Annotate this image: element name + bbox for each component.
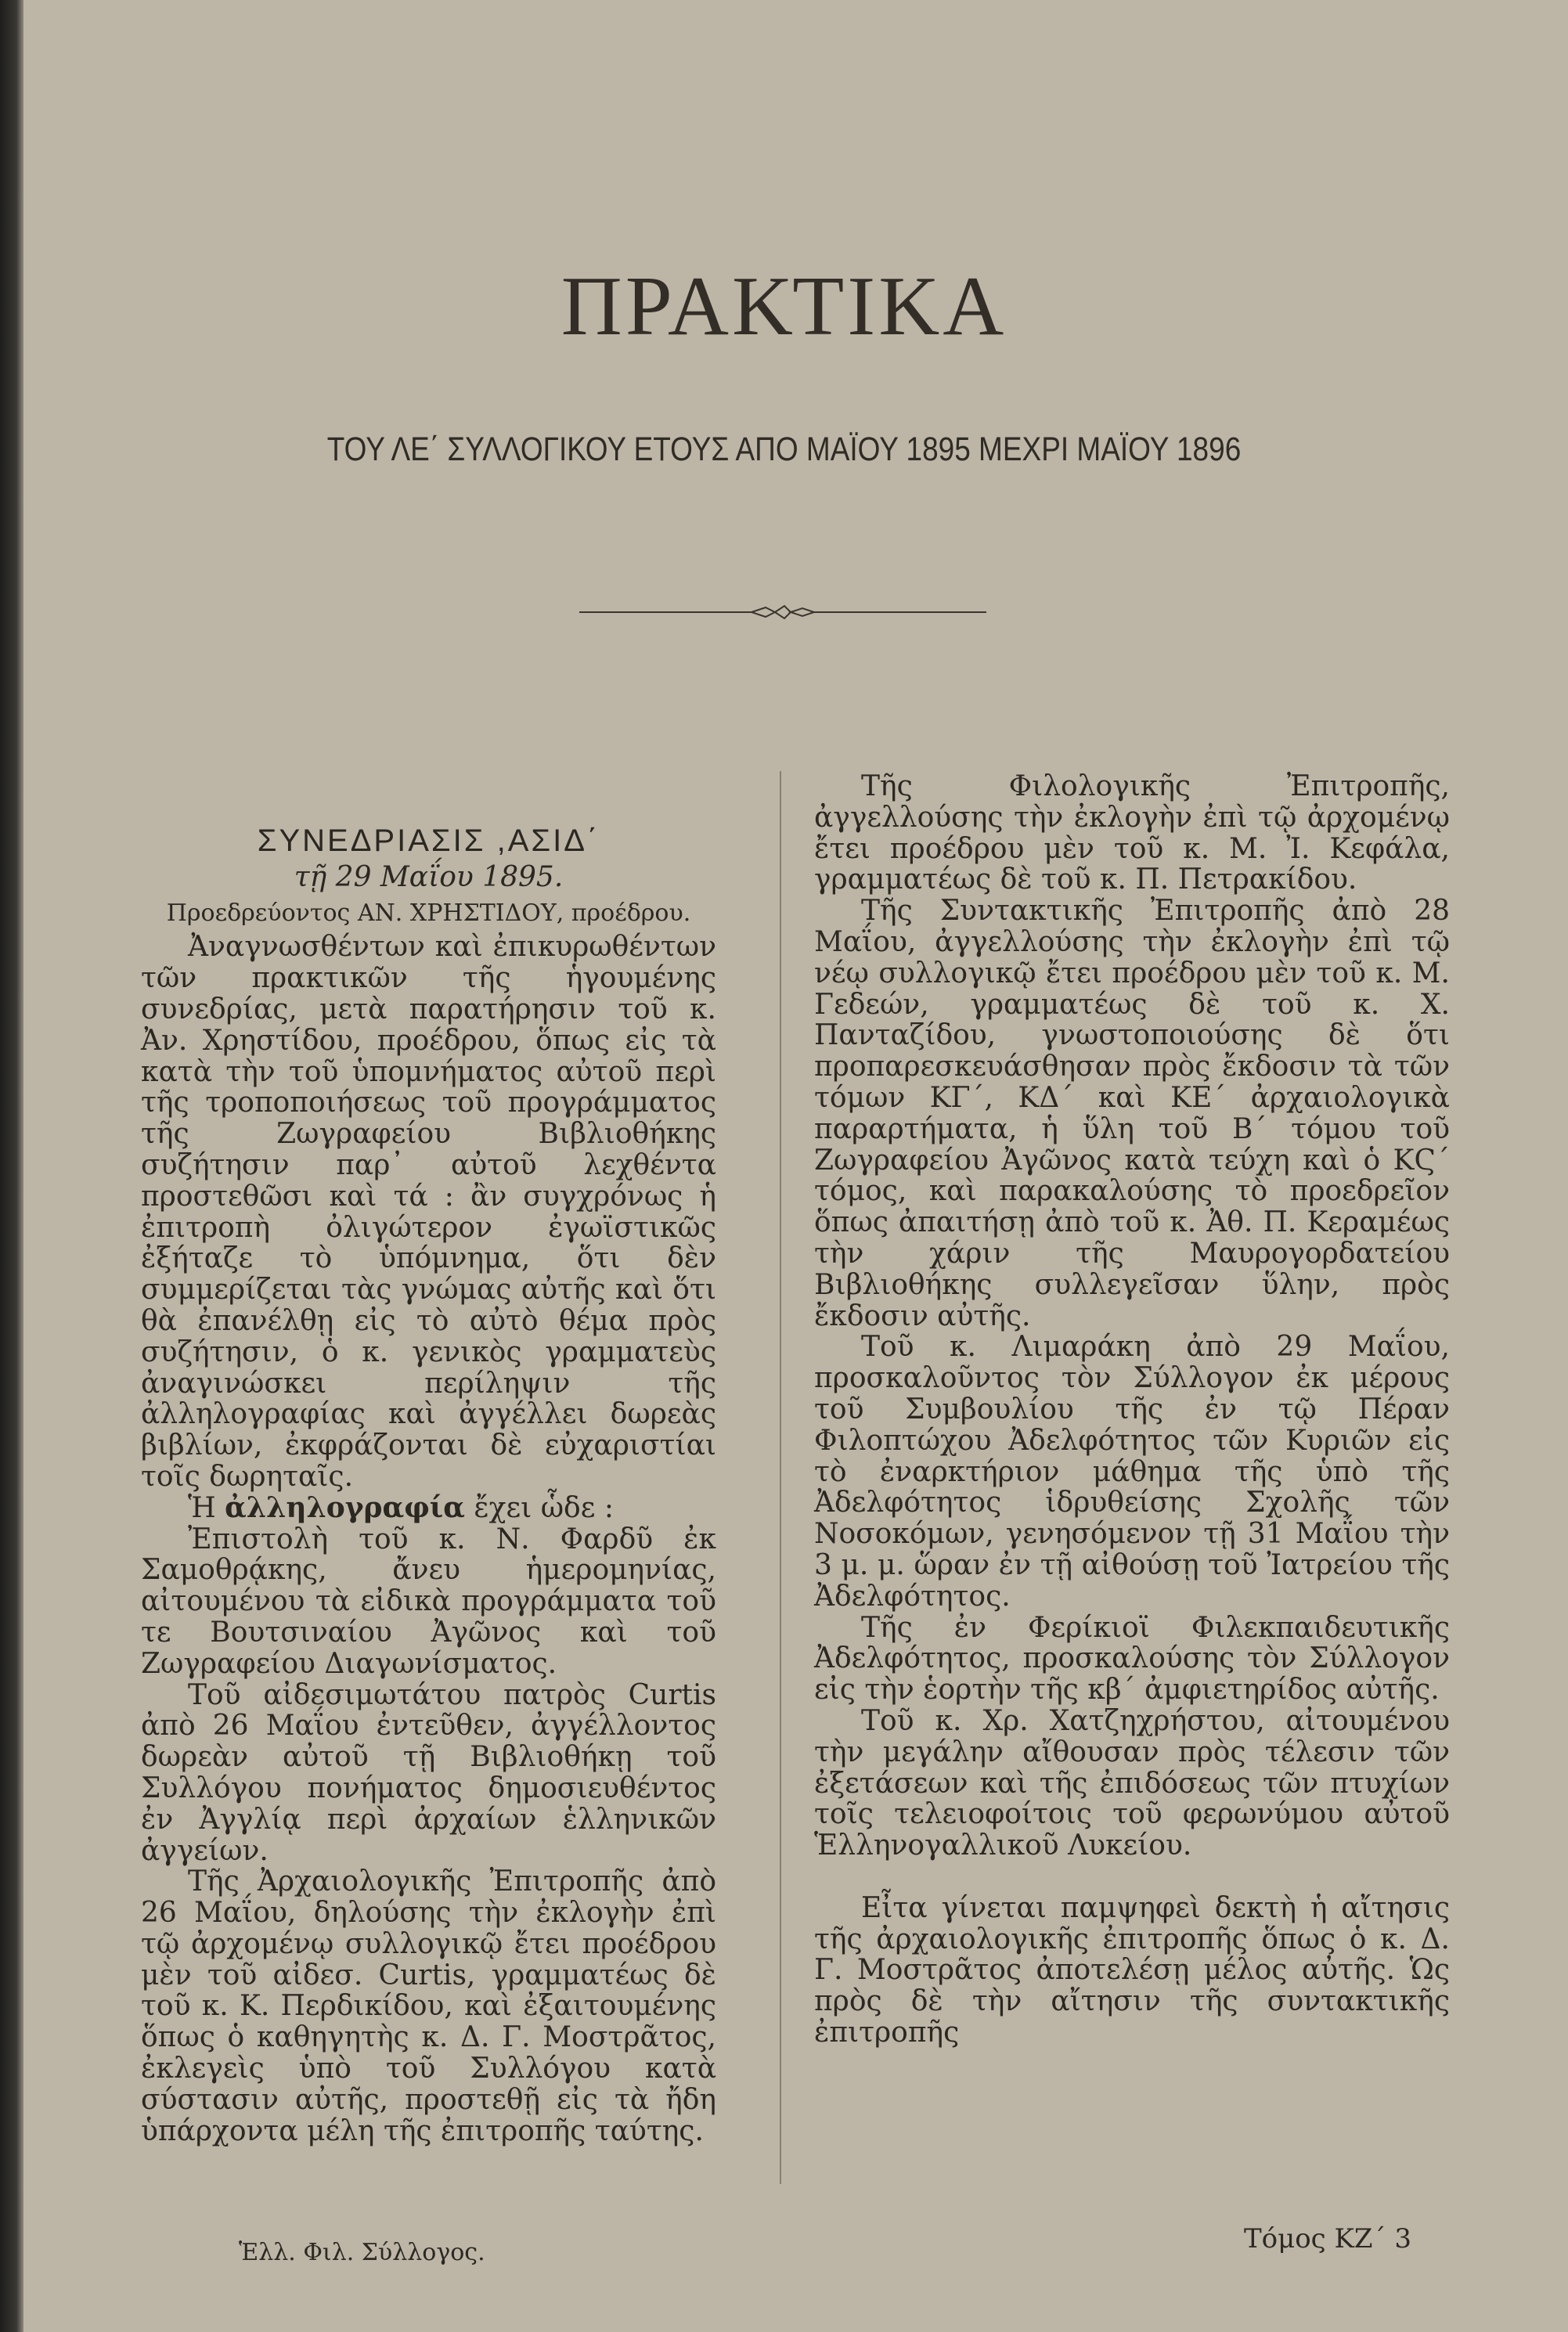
paragraph: Τῆς Φιλολογικῆς Ἐπιτροπῆς, ἀγγελλούσης τὴν ἐκλογὴν ἐπὶ τῷ ἀρχομένῳ ἔτει προέδρου μὲν τοῦ κ. Μ. Ἰ. Κεφάλα, γραμματέως δὲ τοῦ κ. Π. Πετρακίδου.: [814, 770, 1450, 896]
paragraph: Τῆς Συντακτικῆς Ἐπιτροπῆς ἀπὸ 28 Μαΐου, ἀγγελλούσης τὴν ἐκλογὴν ἐπὶ τῷ νέῳ συλλογικῷ ἔτει προέδρου μὲν τοῦ κ. Μ. Γεδεών, γραμματέως δὲ τοῦ κ. Χ. Πανταζίδου, γνωστοποιούσης δὲ ὅτι προπαρεσκευάσθησαν πρὸς ἔκδοσιν τὰ τῶν τόμων ΚΓ΄, ΚΔ΄ καὶ ΚΕ΄ ἀρχαιολογικὰ παραρτήματα, ἡ ὕλη τοῦ Β΄ τόμου τοῦ Ζωγραφείου Ἀγῶνος κατὰ τεύχη καὶ ὁ ΚϚ΄ τόμος, καὶ παρακαλούσης τὸ προεδρεῖον ὅπως ἀπαιτήσῃ ἀπὸ τοῦ κ. Ἀθ. Π. Κεραμέως τὴν χάριν τῆς Μαυρογορδατείου Βιβλιοθήκης συλλεγεῖσαν ὕλην, πρὸς ἔκδοσιν αὐτῆς.: [814, 895, 1450, 1332]
paragraph: Τοῦ κ. Χρ. Χατζηχρήστου, αἰτουμένου τὴν μεγάλην αἴθουσαν πρὸς τέλεσιν τῶν ἐξετάσεων καὶ τῆς ἐπιδόσεως τῶν πτυχίων τοῖς τελειοφοίτοις τοῦ φερωνύμου αὐτοῦ Ἑλληνογαλλικοῦ Λυκείου.: [814, 1704, 1450, 1862]
session-title: ΣΥΝΕΔΡΙΑΣΙΣ ,ΑΣΙΔ΄: [257, 824, 600, 858]
paragraph-gap: [814, 1862, 1450, 1893]
session-chair: Προεδρεύοντος ΑΝ. ΧΡΗΣΤΙΔΟΥ, προέδρου.: [166, 899, 691, 927]
ornament-divider: [579, 603, 986, 622]
correspondence-rest: ἔχει ὧδε :: [474, 1491, 614, 1524]
column-rule: [780, 771, 781, 2184]
paragraph: Τοῦ κ. Λιμαράκη ἀπὸ 29 Μαΐου, προσκαλοῦντος τὸν Σύλλογον ἐκ μέρους τοῦ Συμβουλίου τῆς ἐν τῷ Πέραν Φιλοπτώχου Ἀδελφότητος τῶν Κυριῶν εἰς τὸ ἐναρκτήριον μάθημα τῆς ὑπὸ τῆς Ἀδελφότητος ἱδρυθείσης Σχολῆς τῶν Νοσοκόμων, γενησόμενον τῇ 31 Μαΐου τὴν 3 μ. μ. ὥραν ἐν τῇ αἰθούσῃ τοῦ Ἰατρείου τῆς Ἀδελφότητος.: [814, 1331, 1450, 1613]
paragraph: Τοῦ αἰδεσιμωτάτου πατρὸς Curtis ἀπὸ 26 Μαΐου ἐντεῦθεν, ἀγγέλλοντος δωρεὰν αὐτοῦ τῇ Βιβλιοθήκῃ τοῦ Συλλόγου πονήματος δημοσιευθέντος ἐν Ἀγγλίᾳ περὶ ἀρχαίων ἑλληνικῶν ἀγγείων.: [141, 1678, 716, 1867]
page-subtitle: ΤΟΥ ΛΕ΄ ΣΥΛΛΟΓΙΚΟΥ ΕΤΟΥΣ ΑΠΟ ΜΑΪΟΥ 1895 ΜΕΧΡΙ ΜΑΪΟΥ 1896: [326, 431, 1242, 468]
paragraph: Τῆς ἐν Φερίκιοϊ Φιλεκπαιδευτικῆς Ἀδελφότητος, προσκαλούσης τὸν Σύλλογον εἰς τὴν ἑορτὴν τῆς κβ΄ ἀμφιετηρίδος αὐτῆς.: [814, 1611, 1450, 1707]
footer-signature: Ἑλλ. Φιλ. Σύλλογος.: [239, 2239, 485, 2266]
correspondence-bold: ἀλληλογραφία: [225, 1490, 465, 1524]
paragraph: Ἐπιστολὴ τοῦ κ. Ν. Φαρδῦ ἐκ Σαμοθρᾴκης, ἄνευ ἡμερομηνίας, αἰτουμένου τὰ εἰδικὰ προγράμματα τοῦ τε Βουτσιναίου Ἀγῶνος καὶ τοῦ Ζωγραφείου Διαγωνίσματος.: [141, 1523, 716, 1680]
right-column: [814, 771, 1450, 2049]
correspondence-heading: [141, 1490, 716, 1524]
session-date: τῇ 29 Μαΐου 1895.: [294, 860, 564, 893]
paragraph: Εἶτα γίνεται παμψηφεὶ δεκτὴ ἡ αἴτησις τῆς ἀρχαιολογικῆς ἐπιτροπῆς ὅπως ὁ κ. Δ. Γ. Μοστρᾶτος ἀποτελέσῃ μέλος αὐτῆς. Ὡς πρὸς δὲ τὴν αἴτησιν τῆς συντακτικῆς ἐπιτροπῆς: [814, 1891, 1450, 2049]
correspondence-lead: Ἡ: [188, 1491, 216, 1524]
paragraph: Τῆς Ἀρχαιολογικῆς Ἐπιτροπῆς ἀπὸ 26 Μαΐου, δηλούσης τὴν ἐκλογὴν ἐπὶ τῷ ἀρχομένῳ συλλογικῷ ἔτει προέδρου μὲν τοῦ αἰδεσ. Curtis, γραμματέως δὲ τοῦ κ. Κ. Περδικίδου, καὶ ἐξαιτουμένης ὅπως ὁ καθηγητὴς κ. Δ. Γ. Μοστρᾶτος, ἐκλεγεὶς ὑπὸ τοῦ Συλλόγου κατὰ σύστασιν αὐτῆς, προστεθῇ εἰς τὰ ἤδη ὑπάρχοντα μέλη τῆς ἐπιτροπῆς ταύτης.: [141, 1865, 716, 2147]
paragraph: Ἀναγνωσθέντων καὶ ἐπικυρωθέντων τῶν πρακτικῶν τῆς ἡγουμένης συνεδρίας, μετὰ παρατήρησιν τοῦ κ. Ἀν. Χρηστίδου, προέδρου, ὅπως εἰς τὰ κατὰ τὴν τοῦ ὑπομνήματος αὐτοῦ περὶ τῆς τροποποιήσεως τοῦ προγράμματος τῆς Ζωγραφείου Βιβλιοθήκης συζήτησιν παρ᾿ αὐτοῦ λεχθέντα προστεθῶσι καὶ τά : ἂν συγχρόνως ἡ ἐπιτροπὴ ὀλιγώτερον ἐγωϊστικῶς ἐξήταζε τὸ ὑπόμνημα, ὅτι δὲν συμμερίζεται τὰς γνώμας αὐτῆς καὶ ὅτι θὰ ἐπανέλθῃ εἰς τὸ αὐτὸ θέμα πρὸς συζήτησιν, ὁ κ. γενικὸς γραμματεὺς ἀναγινώσκει περίληψιν τῆς ἀλληλογραφίας καὶ ἀγγέλλει δωρεὰς βιβλίων, ἐκφράζονται δὲ εὐχαριστίαι τοῖς δωρηταῖς.: [141, 931, 716, 1493]
page-title: ΠΡΑΚΤΙΚΑ: [561, 260, 1007, 353]
left-column: [141, 826, 716, 2146]
footer-volume: Τόμος ΚΖ΄ 3: [1243, 2223, 1411, 2255]
